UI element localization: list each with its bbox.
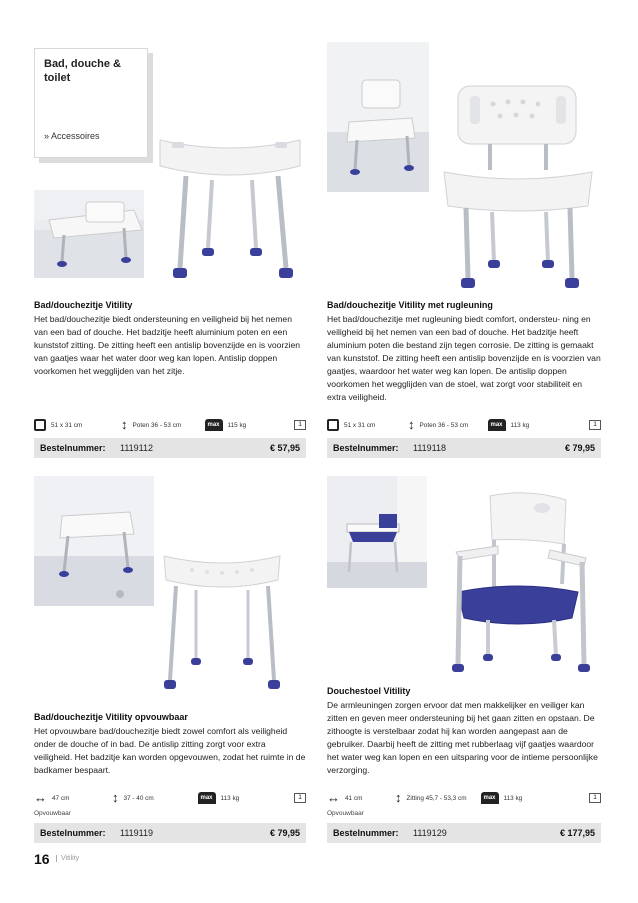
order-label: Bestelnummer: [333, 443, 399, 453]
order-number: 1119119 [120, 828, 154, 838]
price: € 79,95 [269, 828, 300, 838]
product-photo-bath-seat-in-tub [34, 190, 144, 278]
product-title: Bad/douchezitje Vitility met rugleuning [327, 300, 493, 310]
product-photo-shower-chair-in-shower [327, 476, 427, 588]
max-weight-icon: max [198, 792, 216, 804]
height-arrow-icon: ↕ [395, 790, 402, 805]
spec-foldable-label: Opvouwbaar [327, 810, 364, 817]
spec-row [34, 418, 306, 432]
spec-row [327, 418, 601, 432]
product-title: Douchestoel Vitility [327, 686, 411, 696]
product-description: De armleuningen zorgen ervoor dat men makkelijker en veiliger kan zitten en geven meer ondersteuning bij het gaan zitten en opstaan. De zithoogte is verstelbaar zodat hij kan worden aangepast aan de gebruiker. Daarbij heeft de zitting met rubberlaag vijf gaatjes waardoor het water weg kan lopen en een uitsparing voor de intieme persoonlijke verzorging. [327, 700, 598, 775]
price: € 79,95 [564, 443, 595, 453]
order-label: Bestelnummer: [40, 828, 106, 838]
category-title: Bad, douche & toilet [44, 58, 122, 84]
max-weight-icon: max [488, 419, 506, 431]
product-image-shower-chair [438, 488, 598, 674]
order-label: Bestelnummer: [333, 828, 399, 838]
order-bar [34, 823, 306, 843]
dimensions-icon [34, 419, 46, 431]
width-arrow-icon: ↔ [34, 790, 47, 805]
category-link-accessoires[interactable]: » Accessoires [44, 131, 100, 141]
max-weight-icon: max [205, 419, 223, 431]
product-description: Het opvouwbare bad/douchezitje biedt zowel comfort als veiligheid onder de douche of in bad. De antislip zitting zorgt voor extra veiligheid. Het badzitje kan worden opgevouwen, zodat het ruimte in de badkamer bespaart. [34, 726, 306, 775]
spec-height: 37 - 40 cm [123, 794, 154, 802]
order-bar [327, 438, 601, 458]
page-number: 16 [34, 851, 50, 867]
spec-weight: 113 kg [503, 794, 523, 802]
width-arrow-icon: ↔ [327, 790, 340, 805]
quantity-box: 1 [589, 420, 601, 430]
order-number: 1119118 [413, 443, 447, 453]
product-photo-backrest-seat-in-tub [327, 42, 429, 192]
order-number: 1119112 [120, 443, 154, 453]
quantity-box: 1 [294, 420, 306, 430]
order-bar [327, 823, 601, 843]
dimensions-icon [327, 419, 339, 431]
spec-size: 51 x 31 cm [344, 421, 376, 429]
max-weight-icon: max [481, 792, 499, 804]
height-arrow-icon: ↕ [112, 790, 119, 805]
spec-weight: 115 kg [227, 421, 247, 429]
spec-row [34, 791, 306, 805]
spec-foldable-label: Opvouwbaar [34, 810, 71, 817]
order-bar [34, 438, 306, 458]
spec-width: 47 cm [52, 794, 70, 802]
product-description: Het bad/douchezitje met rugleuning biedt comfort, ondersteu- ning en veiligheid bij het nemen van een bad of douche. Het badzitje heeft aluminium poten die bestand zijn tegen corrosie. De zitting is gemaakt van kunststof. De zitting heeft een antislip bovenzijde en is voorzien van gaatjes, waardoor het water weg kan lopen. De antislip doppen voorkomen het wegglijden van de stoel, wat zorgt voor stabiliteit en extra veiligheid. [327, 314, 601, 402]
quantity-box: 1 [294, 793, 306, 803]
category-card [34, 48, 148, 158]
product-description: Het bad/douchezitje biedt ondersteuning en veiligheid bij het nemen van een bad of douche. Het badzitje heeft aluminium poten en een kunststof zitting. De zitting heeft een antislip bovenzijde en is voorzien van gaatjes waar het water door weg kan lopen. Antislip doppen voorkomen het wegglijden van het zitje. [34, 314, 301, 376]
product-title: Bad/douchezitje Vitility opvouwbaar [34, 712, 188, 722]
height-arrow-icon: ↕ [121, 417, 128, 432]
spec-width: 41 cm [345, 794, 363, 802]
spec-height: Poten 36 - 53 cm [419, 421, 469, 429]
product-title: Bad/douchezitje Vitility [34, 300, 133, 310]
footer-brand: Vitility [56, 855, 79, 862]
price: € 177,95 [559, 828, 595, 838]
quantity-box: 1 [589, 793, 601, 803]
spec-height: Zitting 45,7 - 53,3 cm [406, 794, 467, 802]
spec-weight: 113 kg [510, 421, 530, 429]
spec-row [327, 791, 601, 805]
product-image-folding-seat [152, 548, 292, 698]
spec-size: 51 x 31 cm [51, 421, 83, 429]
spec-height: Poten 36 - 53 cm [132, 421, 182, 429]
spec-weight: 113 kg [220, 794, 240, 802]
product-image-bath-seat [150, 128, 310, 288]
price: € 57,95 [269, 443, 300, 453]
order-number: 1119129 [413, 828, 447, 838]
product-image-backrest-seat [438, 82, 598, 292]
height-arrow-icon: ↕ [408, 417, 415, 432]
order-label: Bestelnummer: [40, 443, 106, 453]
product-photo-folding-seat-in-shower [34, 476, 154, 606]
